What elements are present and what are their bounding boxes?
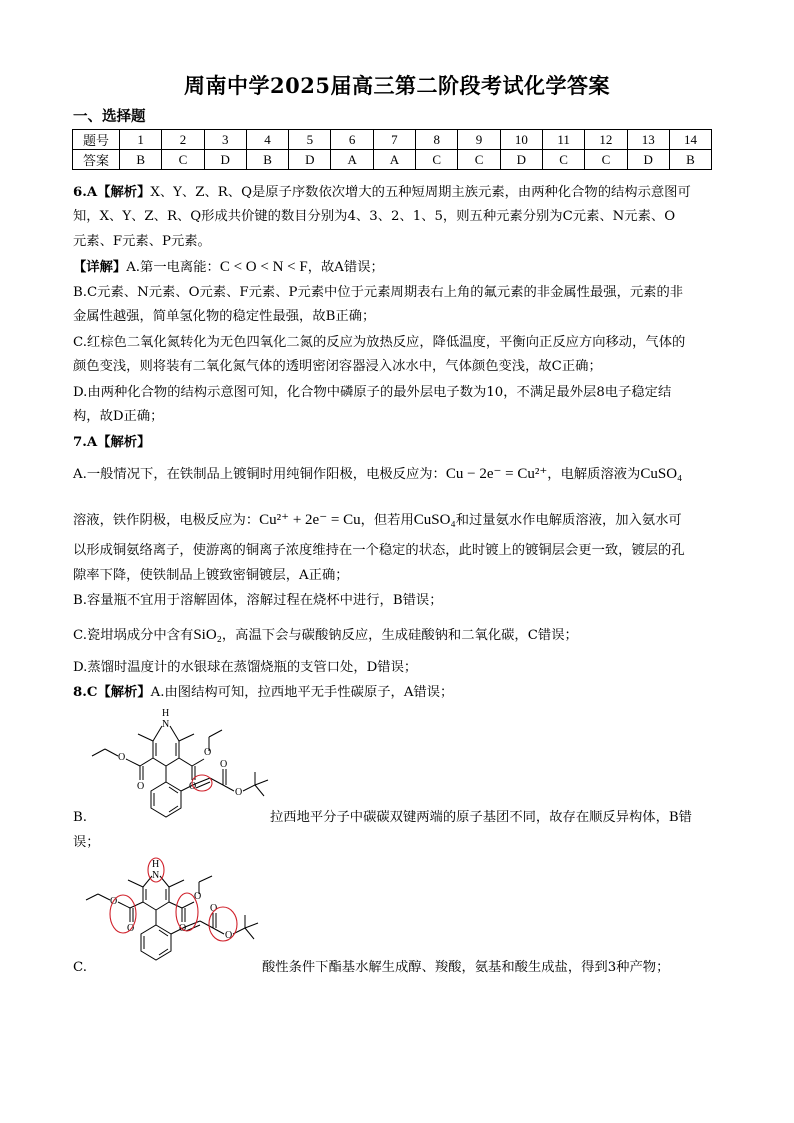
table-cell: 5 xyxy=(289,130,331,150)
q7-text: 和过量氨水作电解质溶液，加入氨水可 xyxy=(455,513,682,528)
lacidipine-structure-c xyxy=(80,850,270,975)
table-cell: B xyxy=(246,150,288,170)
page-title: 周南中学2025届高三第二阶段考试化学答案 xyxy=(184,73,610,98)
table-cell: B xyxy=(669,150,711,170)
atom-label: O xyxy=(137,781,145,792)
lacidipine-structure-b xyxy=(80,700,280,835)
q6-text: X、Y、Z、R、Q是原子序数依次增大的五种短周期主族元素，由两种化合物的结构示意图可 xyxy=(150,185,691,200)
q6-line: 颜色变浅，则将装有二氧化氮气体的透明密闭容器浸入冰水中，气体颜色变浅，故C正确； xyxy=(73,359,602,374)
q7-line: D.蒸馏时温度计的水银球在蒸馏烧瓶的支管口处，D错误； xyxy=(73,660,418,675)
q6-line: 元素、F元素、P元素。 xyxy=(73,234,211,249)
q7-text: ，电解质溶液为 xyxy=(547,467,641,482)
table-cell: D xyxy=(500,150,542,170)
table-cell: 1 xyxy=(120,130,162,150)
atom-label: H xyxy=(152,859,160,870)
table-cell: D xyxy=(627,150,669,170)
q6-line: D.由两种化合物的结构示意图可知，化合物中磷原子的最外层电子数为10，不满足最外层8电子稳定结 xyxy=(73,385,672,400)
q8-b-text: 拉西地平分子中碳碳双键两端的原子基团不同，故存在顺反异构体，B错 xyxy=(270,810,692,825)
ester-highlight xyxy=(176,893,198,931)
formula-cuso4: CuSO₄ xyxy=(413,512,456,528)
atom-label: O xyxy=(194,891,202,902)
atom-label: N xyxy=(152,870,160,881)
table-header-cell: 答案 xyxy=(73,150,120,170)
q6-line: B.C元素、N元素、O元素、F元素、P元素中位于元素周期表右上角的氟元素的非金属性最强，元素的非 xyxy=(73,285,684,300)
ionization-inequality: C < O < N < F xyxy=(219,259,308,275)
atom-label: O xyxy=(189,781,197,792)
answer-table xyxy=(72,129,712,170)
atom-label: O xyxy=(204,747,212,758)
q8-text: A.由图结构可知，拉西地平无手性碳原子，A错误； xyxy=(150,685,454,700)
q6-a-text: A.第一电离能： xyxy=(126,260,220,275)
table-cell: 6 xyxy=(331,130,373,150)
q8-c-label: C. xyxy=(73,960,87,975)
q7-line xyxy=(73,510,682,531)
table-cell: C xyxy=(162,150,204,170)
q7-line: B.容量瓶不宜用于溶解固体，溶解过程在烧杯中进行，B错误； xyxy=(73,593,443,608)
q8-label: 8.C【解析】 xyxy=(73,685,151,700)
formula-cuso4: CuSO₄ xyxy=(640,466,683,482)
q7-line xyxy=(73,625,578,646)
table-cell: 7 xyxy=(373,130,415,150)
table-cell: A xyxy=(373,150,415,170)
q8-b-text: 误； xyxy=(73,835,100,850)
detail-label: 【详解】 xyxy=(73,260,127,275)
table-cell: C xyxy=(585,150,627,170)
q6-line: 知，X、Y、Z、R、Q形成共价键的数目分别为4、3、2、1、5，则五种元素分别为C元素、N元素、O xyxy=(73,209,676,224)
cathode-equation: Cu²⁺ + 2e⁻ = Cu xyxy=(259,512,361,528)
table-cell: 11 xyxy=(542,130,584,150)
atom-label: O xyxy=(220,759,228,770)
anode-equation: Cu − 2e⁻ = Cu²⁺ xyxy=(445,466,548,482)
table-cell: C xyxy=(458,150,500,170)
q6-a-text: ，故A错误； xyxy=(307,260,384,275)
q6-label: 6.A【解析】 xyxy=(73,185,151,200)
q8-c-text: 酸性条件下酯基水解生成醇、羧酸，氨基和酸生成盐，得到3种产物； xyxy=(262,960,670,975)
table-cell: 4 xyxy=(246,130,288,150)
formula-sio2: SiO₂ xyxy=(193,627,222,643)
section-heading: 一、选择题 xyxy=(73,108,146,125)
atom-label: O xyxy=(179,923,187,934)
q7-line: 以形成铜氨络离子，使游离的铜离子浓度维持在一个稳定的状态，此时镀上的镀铜层会更一致，镀层的孔 xyxy=(73,543,685,558)
q6-line xyxy=(73,183,691,203)
q6-line: C.红棕色二氧化氮转化为无色四氧化二氮的反应为放热反应，降低温度，平衡向正反应方向移动，气体的 xyxy=(73,335,686,350)
table-row xyxy=(73,130,712,150)
q7-text: ，但若用 xyxy=(360,513,414,528)
q7-text: A.一般情况下，在铁制品上镀铜时用纯铜作阳极，电极反应为： xyxy=(73,467,446,482)
table-cell: 13 xyxy=(627,130,669,150)
table-cell: 14 xyxy=(669,130,711,150)
q7-line: 隙率下降，使铁制品上镀致密铜镀层，A正确； xyxy=(73,568,349,583)
table-row xyxy=(73,150,712,170)
atom-label: O xyxy=(127,923,135,934)
q6-line: 金属性越强，简单氢化物的稳定性最强，故B正确； xyxy=(73,309,376,324)
q7-text: ，高温下会与碳酸钠反应，生成硅酸钠和二氧化碳，C错误； xyxy=(221,628,578,643)
table-header-cell: 题号 xyxy=(73,130,120,150)
table-cell: 2 xyxy=(162,130,204,150)
atom-label: O xyxy=(225,930,233,941)
atom-label: H xyxy=(162,708,170,719)
table-cell: C xyxy=(542,150,584,170)
atom-label: O xyxy=(118,752,126,763)
q6-detail-a xyxy=(73,257,384,278)
table-cell: 9 xyxy=(458,130,500,150)
table-cell: D xyxy=(204,150,246,170)
ester-highlight xyxy=(110,895,136,933)
q6-line: 构，故D正确； xyxy=(73,409,164,424)
q7-text: C.瓷坩埚成分中含有 xyxy=(73,628,194,643)
table-cell: A xyxy=(331,150,373,170)
q7-text: 溶液，铁作阴极，电极反应为： xyxy=(73,513,260,528)
table-cell: C xyxy=(416,150,458,170)
table-cell: 8 xyxy=(416,130,458,150)
table-cell: 10 xyxy=(500,130,542,150)
table-cell: B xyxy=(120,150,162,170)
atom-label: N xyxy=(162,719,170,730)
q8-b-label: B. xyxy=(73,810,87,825)
q7-line xyxy=(73,464,682,485)
atom-label: O xyxy=(235,787,243,798)
table-cell: 3 xyxy=(204,130,246,150)
q7-label: 7.A【解析】 xyxy=(73,435,151,450)
table-cell: D xyxy=(289,150,331,170)
table-cell: 12 xyxy=(585,130,627,150)
atom-label: O xyxy=(210,903,218,914)
atom-label: O xyxy=(110,896,118,907)
